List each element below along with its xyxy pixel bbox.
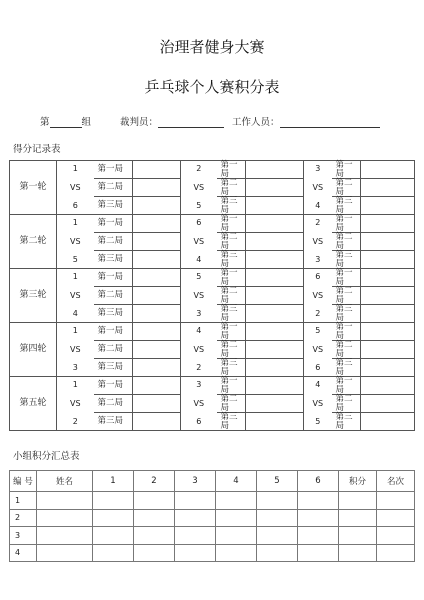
player-b: 4 (72, 309, 78, 318)
matchup (304, 215, 332, 268)
game-label: 第三局 (332, 413, 361, 431)
matchup-cell (181, 377, 217, 431)
summary-entry-cell[interactable] (175, 544, 216, 562)
header-opponent: 2 (134, 471, 175, 492)
score-table (9, 160, 415, 431)
group-prefix: 第 (40, 117, 50, 128)
game-label: 第一局 (94, 215, 133, 233)
player-b: 3 (315, 255, 321, 264)
score-entry-cell[interactable] (361, 215, 415, 233)
round-label: 第四轮 (10, 323, 57, 377)
matchup (57, 215, 94, 268)
game-label: 第二局 (94, 179, 133, 197)
vs-label: VS (312, 236, 324, 246)
row-number: 1 (10, 492, 37, 510)
summary-entry-cell[interactable] (339, 509, 377, 527)
score-entry-cell[interactable] (361, 377, 415, 395)
score-entry-cell[interactable] (361, 359, 415, 377)
player-b: 4 (315, 201, 321, 210)
game-label: 第二局 (217, 287, 246, 305)
game-label: 第二局 (94, 233, 133, 251)
game-label: 第一局 (332, 161, 361, 179)
game-label: 第二局 (217, 179, 246, 197)
score-entry-cell[interactable] (133, 251, 181, 269)
score-entry-cell[interactable] (361, 179, 415, 197)
player-b: 5 (196, 201, 202, 210)
summary-entry-cell[interactable] (93, 544, 134, 562)
summary-entry-cell[interactable] (134, 527, 175, 545)
vs-label: VS (193, 182, 205, 192)
vs-label: VS (69, 398, 81, 408)
score-entry-cell[interactable] (246, 197, 304, 215)
game-label: 第二局 (332, 341, 361, 359)
round-label: 第三轮 (10, 269, 57, 323)
vs-label: VS (312, 344, 324, 354)
matchup (304, 269, 332, 322)
game-label: 第一局 (217, 323, 246, 341)
score-entry-cell[interactable] (133, 197, 181, 215)
game-label: 第三局 (94, 251, 133, 269)
summary-entry-cell[interactable] (93, 527, 134, 545)
score-entry-cell[interactable] (246, 341, 304, 359)
game-label: 第三局 (332, 251, 361, 269)
vs-label: VS (312, 398, 324, 408)
summary-entry-cell[interactable] (257, 544, 298, 562)
score-entry-cell[interactable] (133, 395, 181, 413)
vs-label: VS (69, 182, 81, 192)
summary-entry-cell[interactable] (134, 492, 175, 510)
group-field (40, 114, 91, 128)
header-rank: 名次 (377, 471, 415, 492)
summary-entry-cell[interactable] (377, 544, 415, 562)
summary-entry-cell[interactable] (298, 492, 339, 510)
summary-entry-cell[interactable] (37, 544, 93, 562)
player-a: 4 (196, 326, 202, 335)
game-label: 第三局 (94, 413, 133, 431)
game-label: 第一局 (217, 161, 246, 179)
game-label: 第三局 (332, 359, 361, 377)
sheet-title: 乒乓球个人赛积分表 (144, 78, 280, 96)
game-label: 第三局 (217, 359, 246, 377)
game-label: 第一局 (94, 377, 133, 395)
summary-entry-cell[interactable] (298, 544, 339, 562)
player-a: 3 (196, 380, 202, 389)
matchup-cell (181, 323, 217, 377)
summary-entry-cell[interactable] (216, 509, 257, 527)
matchup (181, 269, 217, 322)
score-entry-cell[interactable] (246, 215, 304, 233)
score-entry-cell[interactable] (361, 323, 415, 341)
summary-entry-cell[interactable] (175, 509, 216, 527)
matchup-cell (57, 161, 94, 215)
header-name: 姓名 (37, 471, 93, 492)
summary-entry-cell[interactable] (37, 509, 93, 527)
summary-entry-cell[interactable] (377, 492, 415, 510)
matchup-cell (304, 215, 332, 269)
player-b: 3 (196, 309, 202, 318)
summary-section-label: 小组积分汇总表 (13, 451, 80, 462)
summary-entry-cell[interactable] (216, 492, 257, 510)
game-label: 第一局 (217, 215, 246, 233)
game-label: 第三局 (94, 305, 133, 323)
player-b: 6 (196, 417, 202, 426)
player-a: 1 (72, 380, 78, 389)
game-label: 第二局 (217, 395, 246, 413)
header-opponent: 5 (257, 471, 298, 492)
score-entry-cell[interactable] (133, 305, 181, 323)
round-label: 第五轮 (10, 377, 57, 431)
header-points: 积分 (339, 471, 377, 492)
matchup-cell (304, 161, 332, 215)
player-a: 6 (315, 272, 321, 281)
summary-header-row (10, 471, 415, 492)
score-entry-cell[interactable] (361, 341, 415, 359)
game-label: 第一局 (94, 269, 133, 287)
game-label: 第一局 (94, 161, 133, 179)
score-entry-cell[interactable] (133, 359, 181, 377)
summary-row (10, 544, 415, 562)
summary-entry-cell[interactable] (377, 527, 415, 545)
matchup (57, 323, 94, 376)
vs-label: VS (69, 290, 81, 300)
score-entry-cell[interactable] (246, 395, 304, 413)
game-label: 第三局 (217, 251, 246, 269)
matchup-cell (181, 215, 217, 269)
row-number: 2 (10, 509, 37, 527)
matchup (304, 323, 332, 376)
game-label: 第二局 (332, 287, 361, 305)
header-opponent: 3 (175, 471, 216, 492)
game-label: 第一局 (332, 323, 361, 341)
score-entry-cell[interactable] (246, 233, 304, 251)
game-label: 第一局 (217, 269, 246, 287)
summary-entry-cell[interactable] (257, 527, 298, 545)
score-entry-cell[interactable] (361, 395, 415, 413)
summary-entry-cell[interactable] (257, 492, 298, 510)
matchup-cell (181, 269, 217, 323)
player-b: 3 (72, 363, 78, 372)
matchup (181, 323, 217, 376)
score-entry-cell[interactable] (133, 233, 181, 251)
staff-blank[interactable] (280, 117, 380, 128)
summary-row (10, 509, 415, 527)
game-label: 第二局 (94, 287, 133, 305)
game-label: 第三局 (217, 305, 246, 323)
vs-label: VS (193, 398, 205, 408)
summary-entry-cell[interactable] (134, 544, 175, 562)
summary-entry-cell[interactable] (175, 492, 216, 510)
score-entry-cell[interactable] (361, 269, 415, 287)
header-opponent: 4 (216, 471, 257, 492)
summary-entry-cell[interactable] (339, 492, 377, 510)
score-entry-cell[interactable] (246, 359, 304, 377)
player-a: 4 (315, 380, 321, 389)
player-b: 6 (72, 201, 78, 210)
vs-label: VS (193, 236, 205, 246)
game-label: 第二局 (332, 395, 361, 413)
player-b: 5 (72, 255, 78, 264)
matchup (57, 377, 94, 430)
summary-entry-cell[interactable] (134, 509, 175, 527)
score-entry-cell[interactable] (133, 341, 181, 359)
matchup-cell (57, 269, 94, 323)
matchup (181, 377, 217, 430)
score-entry-cell[interactable] (361, 161, 415, 179)
matchup (304, 161, 332, 214)
header-opponent: 6 (298, 471, 339, 492)
event-title: 治理者健身大赛 (159, 38, 265, 56)
score-entry-cell[interactable] (246, 251, 304, 269)
score-entry-cell[interactable] (361, 287, 415, 305)
summary-table (9, 470, 415, 562)
player-b: 5 (315, 417, 321, 426)
row-number: 4 (10, 544, 37, 562)
game-label: 第三局 (94, 359, 133, 377)
header-opponent: 1 (93, 471, 134, 492)
score-entry-cell[interactable] (246, 377, 304, 395)
matchup (57, 269, 94, 322)
referee-label: 裁判员： (120, 117, 159, 128)
game-label: 第三局 (217, 413, 246, 431)
summary-entry-cell[interactable] (257, 509, 298, 527)
group-blank[interactable] (50, 117, 82, 128)
score-entry-cell[interactable] (246, 413, 304, 431)
summary-entry-cell[interactable] (93, 509, 134, 527)
game-label: 第三局 (332, 305, 361, 323)
score-entry-cell[interactable] (133, 161, 181, 179)
score-row (10, 377, 415, 395)
vs-label: VS (69, 344, 81, 354)
game-label: 第一局 (332, 215, 361, 233)
game-label: 第三局 (94, 197, 133, 215)
round-label: 第一轮 (10, 161, 57, 215)
summary-entry-cell[interactable] (339, 544, 377, 562)
row-number: 3 (10, 527, 37, 545)
score-entry-cell[interactable] (133, 215, 181, 233)
vs-label: VS (193, 344, 205, 354)
summary-entry-cell[interactable] (37, 492, 93, 510)
matchup (181, 215, 217, 268)
game-label: 第二局 (332, 233, 361, 251)
summary-entry-cell[interactable] (216, 544, 257, 562)
group-suffix: 组 (81, 117, 92, 128)
summary-entry-cell[interactable] (298, 527, 339, 545)
summary-entry-cell[interactable] (37, 527, 93, 545)
score-entry-cell[interactable] (133, 287, 181, 305)
game-label: 第二局 (94, 341, 133, 359)
vs-label: VS (193, 290, 205, 300)
game-label: 第一局 (94, 323, 133, 341)
player-a: 3 (315, 164, 321, 173)
player-a: 1 (72, 272, 78, 281)
game-label: 第三局 (332, 197, 361, 215)
score-row (10, 323, 415, 341)
score-entry-cell[interactable] (133, 377, 181, 395)
player-a: 2 (315, 218, 321, 227)
summary-entry-cell[interactable] (216, 527, 257, 545)
player-a: 5 (315, 326, 321, 335)
referee-blank[interactable] (158, 117, 224, 128)
score-entry-cell[interactable] (246, 287, 304, 305)
matchup-cell (57, 377, 94, 431)
player-b: 2 (315, 309, 321, 318)
score-entry-cell[interactable] (133, 179, 181, 197)
score-entry-cell[interactable] (246, 161, 304, 179)
referee-field (120, 114, 224, 128)
game-label: 第二局 (94, 395, 133, 413)
summary-entry-cell[interactable] (175, 527, 216, 545)
score-row (10, 161, 415, 179)
score-entry-cell[interactable] (133, 323, 181, 341)
vs-label: VS (312, 182, 324, 192)
summary-row (10, 492, 415, 510)
matchup-cell (304, 269, 332, 323)
player-a: 6 (196, 218, 202, 227)
game-label: 第一局 (332, 377, 361, 395)
summary-row (10, 527, 415, 545)
game-label: 第二局 (217, 233, 246, 251)
score-entry-cell[interactable] (246, 323, 304, 341)
player-a: 1 (72, 218, 78, 227)
score-entry-cell[interactable] (246, 305, 304, 323)
matchup-cell (57, 215, 94, 269)
matchup (57, 161, 94, 214)
game-label: 第三局 (217, 197, 246, 215)
staff-field (232, 114, 380, 128)
game-label: 第二局 (217, 341, 246, 359)
matchup-cell (304, 323, 332, 377)
score-row (10, 269, 415, 287)
score-entry-cell[interactable] (361, 305, 415, 323)
summary-entry-cell[interactable] (298, 509, 339, 527)
score-entry-cell[interactable] (246, 269, 304, 287)
score-entry-cell[interactable] (133, 269, 181, 287)
vs-label: VS (312, 290, 324, 300)
score-entry-cell[interactable] (246, 179, 304, 197)
score-entry-cell[interactable] (361, 413, 415, 431)
matchup-cell (304, 377, 332, 431)
player-a: 5 (196, 272, 202, 281)
game-label: 第一局 (217, 377, 246, 395)
score-row (10, 215, 415, 233)
summary-entry-cell[interactable] (93, 492, 134, 510)
player-a: 2 (196, 164, 202, 173)
score-entry-cell[interactable] (361, 197, 415, 215)
player-b: 2 (196, 363, 202, 372)
player-b: 4 (196, 255, 202, 264)
player-b: 2 (72, 417, 78, 426)
header-number: 编 号 (10, 471, 37, 492)
score-entry-cell[interactable] (361, 251, 415, 269)
staff-label: 工作人员： (232, 117, 280, 128)
game-label: 第一局 (332, 269, 361, 287)
game-label: 第二局 (332, 179, 361, 197)
matchup-cell (181, 161, 217, 215)
score-entry-cell[interactable] (361, 233, 415, 251)
round-label: 第二轮 (10, 215, 57, 269)
score-entry-cell[interactable] (133, 413, 181, 431)
matchup-cell (57, 323, 94, 377)
player-a: 1 (72, 326, 78, 335)
summary-entry-cell[interactable] (339, 527, 377, 545)
vs-label: VS (69, 236, 81, 246)
matchup (304, 377, 332, 430)
summary-entry-cell[interactable] (377, 509, 415, 527)
player-b: 6 (315, 363, 321, 372)
player-a: 1 (72, 164, 78, 173)
matchup (181, 161, 217, 214)
score-section-label: 得分记录表 (13, 144, 61, 155)
